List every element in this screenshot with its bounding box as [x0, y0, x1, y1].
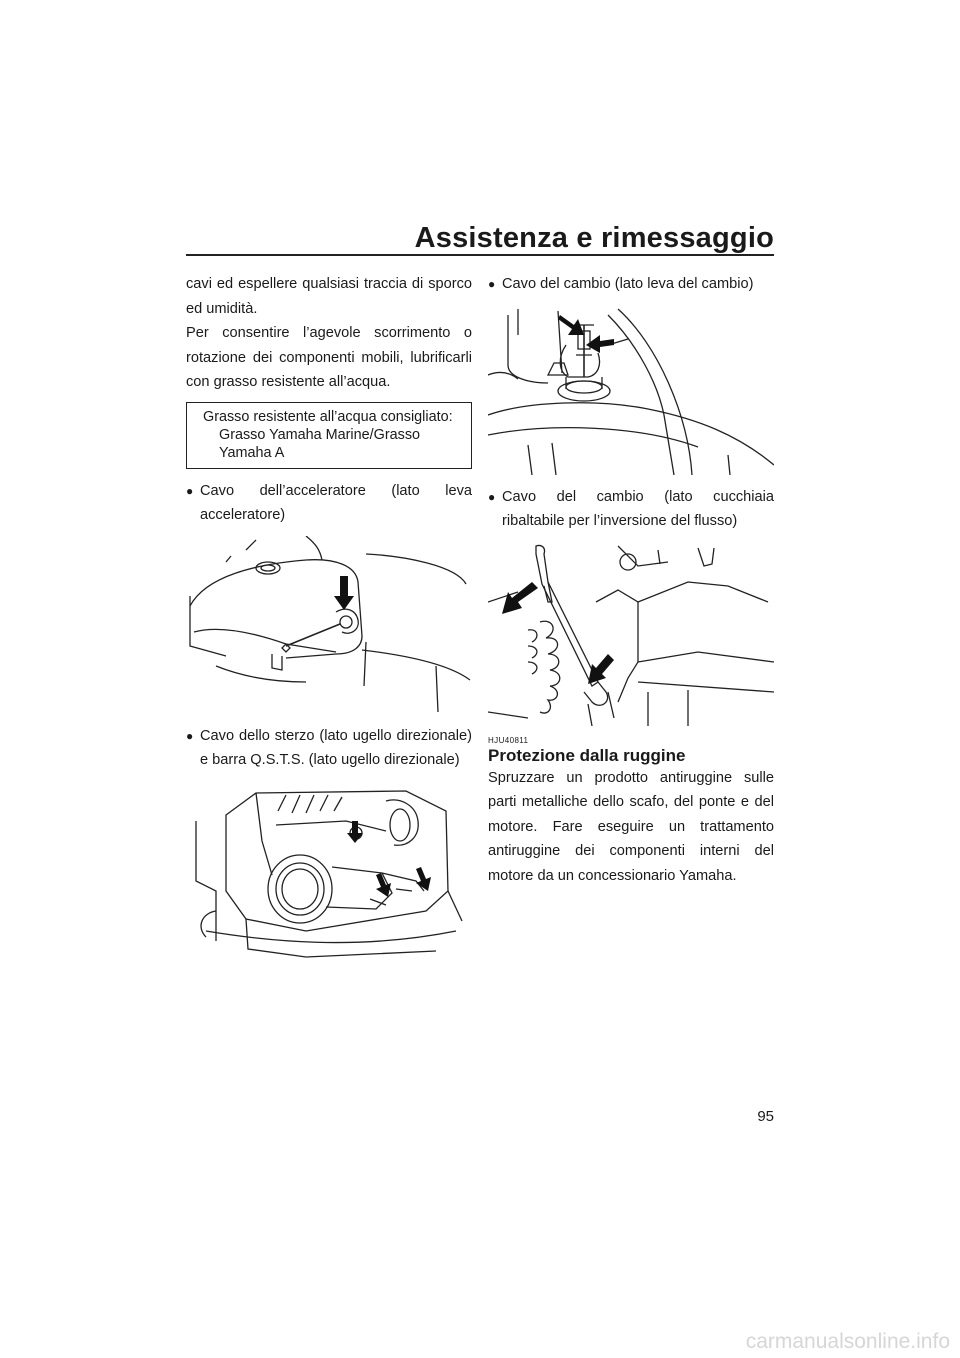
- section-title: Protezione dalla ruggine: [488, 745, 686, 765]
- spec-label: Grasso resistente all’acqua consigliato:: [203, 408, 453, 425]
- page-title: Assistenza e rimessaggio: [414, 222, 774, 254]
- watermark: carmanualsonline.info: [745, 1330, 950, 1353]
- bullet-steering-cable: Cavo dello sterzo (lato ugello direzionale) e barra Q.S.T.S. (lato ugello direzionale): [200, 727, 472, 768]
- recommended-grease-box: [186, 402, 472, 469]
- list-item: [186, 724, 472, 773]
- spec-value: Grasso Yamaha Marine/Grasso Yamaha A: [219, 426, 421, 461]
- list-item: [488, 485, 774, 534]
- section-code: HJU40811: [488, 735, 529, 745]
- reverse-bucket-illustration: [488, 542, 774, 726]
- list-item: [488, 272, 774, 297]
- bullet-icon: ●: [186, 728, 194, 743]
- right-column: [488, 272, 774, 888]
- bullet-icon: ●: [488, 277, 496, 291]
- shift-lever-illustration: [488, 305, 774, 475]
- paragraph-rust-protection: Spruzzare un prodotto antiruggine sulle parti metalliche dello scafo, del ponte e del motore. Fare eseguire un trattamento antiruggine dei componenti interni del motore da un concessionario Yamaha.: [488, 769, 774, 884]
- paragraph-lubrificare: Per consentire l’agevole scorrimento o rotazione dei componenti mobili, lubrificarli con grasso resistente all’acqua.: [186, 325, 472, 390]
- bullet-shift-lever-cable: Cavo del cambio (lato leva del cambio): [502, 276, 754, 292]
- bullet-reverse-bucket-cable: Cavo del cambio (lato cucchiaia ribaltabile per l’inversione del flusso): [502, 488, 774, 529]
- header-rule: [186, 254, 774, 256]
- bullet-icon: ●: [186, 483, 194, 498]
- bullet-icon: ●: [488, 489, 496, 504]
- paragraph-cavi: cavi ed espellere qualsiasi traccia di sporco ed umidità.: [186, 276, 472, 317]
- left-column: [186, 272, 472, 969]
- throttle-cable-illustration: [186, 536, 472, 714]
- list-item: [186, 479, 472, 528]
- bullet-throttle-cable: Cavo dell’acceleratore (lato leva acceleratore): [200, 482, 472, 523]
- page-number: 95: [757, 1108, 774, 1125]
- steering-nozzle-illustration: [186, 781, 472, 959]
